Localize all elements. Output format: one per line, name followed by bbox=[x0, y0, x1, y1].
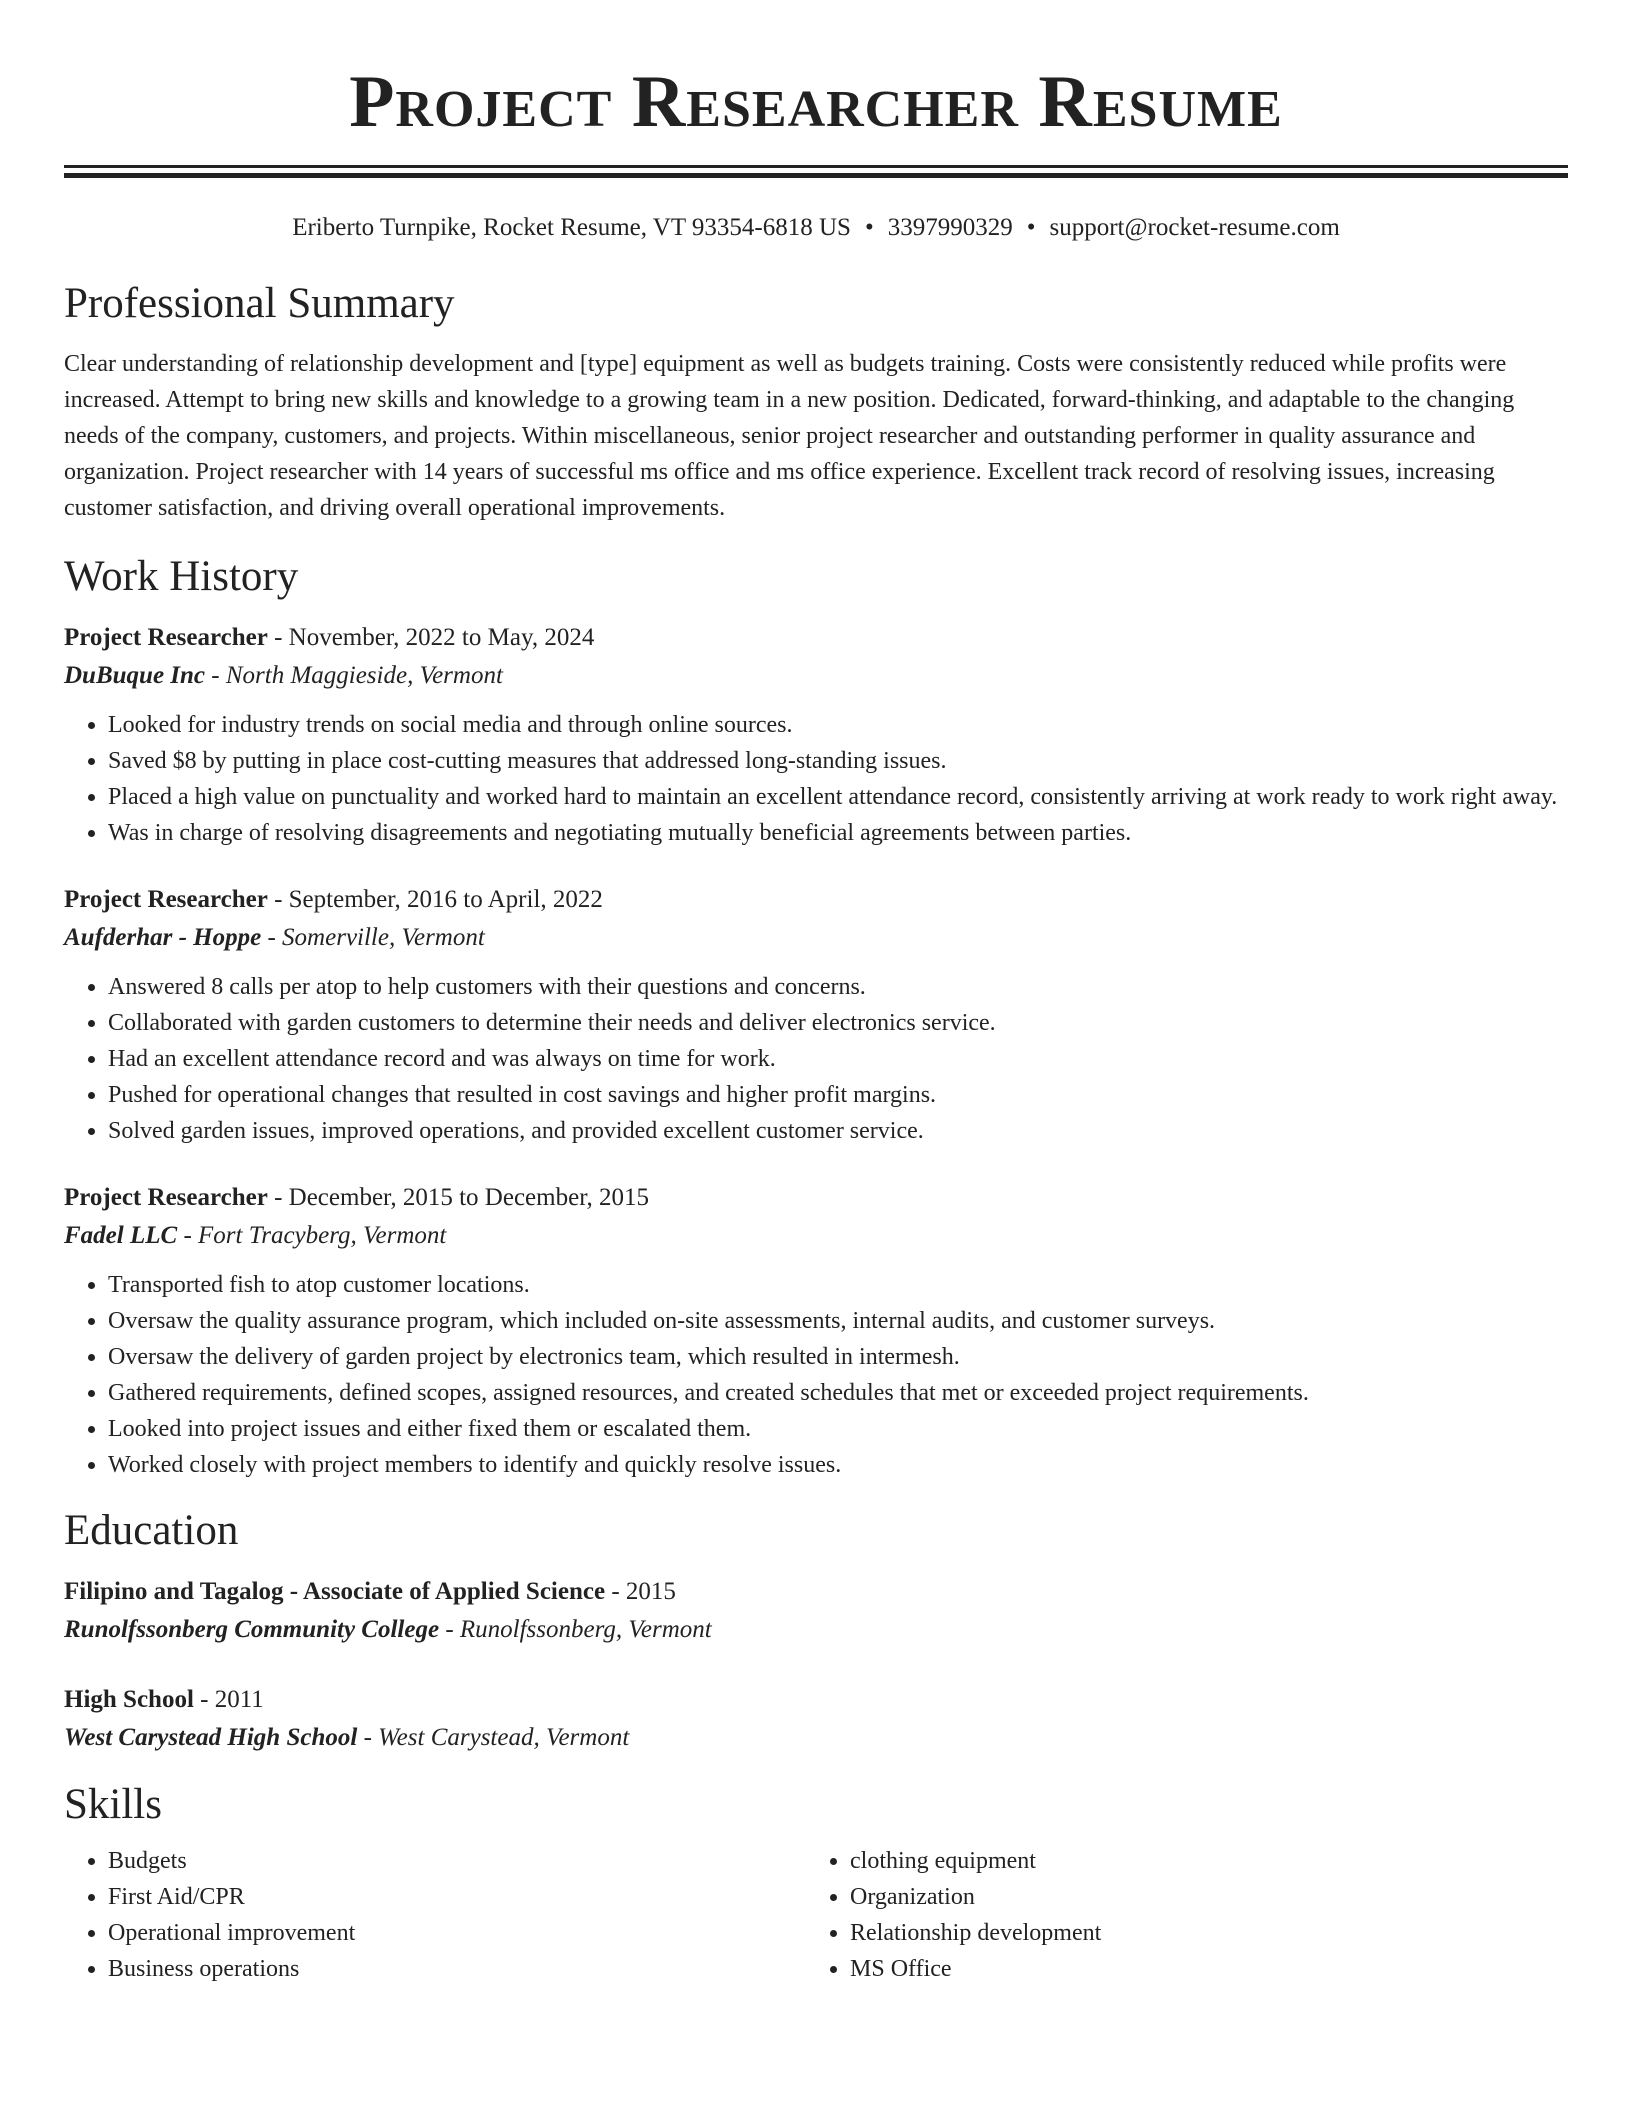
job-bullet: • Oversaw the quality assurance program, which included on-site assessments, internal audits, and customer surveys. bbox=[108, 1303, 1568, 1339]
job-bullet: • Pushed for operational changes that resulted in cost savings and higher profit margins. bbox=[108, 1077, 1568, 1113]
education-year: - 2011 bbox=[193, 1686, 264, 1713]
skills-columns bbox=[64, 1843, 1568, 1987]
education-school: Runolfssonberg Community College bbox=[64, 1616, 440, 1643]
job-title: Project Researcher bbox=[64, 886, 268, 913]
job-location: - North Maggieside, Vermont bbox=[205, 662, 503, 689]
job-bullet: • Was in charge of resolving disagreements and negotiating mutually beneficial agreements between parties. bbox=[108, 815, 1568, 851]
job-dates: - September, 2016 to April, 2022 bbox=[267, 886, 603, 913]
job-company: Fadel LLC bbox=[64, 1222, 178, 1249]
skill-item: • First Aid/CPR bbox=[108, 1879, 806, 1915]
job-bullet: • Answered 8 calls per atop to help customers with their questions and concerns. bbox=[108, 969, 1568, 1005]
job-bullets bbox=[64, 969, 1568, 1149]
job-bullet: • Looked into project issues and either fixed them or escalated them. bbox=[108, 1411, 1568, 1447]
skill-item: • Relationship development bbox=[850, 1915, 1548, 1951]
job-bullet: • Had an excellent attendance record and was always on time for work. bbox=[108, 1041, 1568, 1077]
job-employer bbox=[64, 1217, 1568, 1255]
skill-item: • MS Office bbox=[850, 1951, 1548, 1987]
title-rule-bottom bbox=[64, 173, 1568, 178]
job-bullets bbox=[64, 1267, 1568, 1483]
education-entry bbox=[64, 1681, 1568, 1757]
contact-address: Eriberto Turnpike, Rocket Resume, VT 93354-6818 US bbox=[292, 214, 851, 241]
job-bullet: • Worked closely with project members to identify and quickly resolve issues. bbox=[108, 1447, 1568, 1483]
job-employer bbox=[64, 657, 1568, 695]
job-entry bbox=[64, 619, 1568, 851]
job-bullet: • Placed a high value on punctuality and worked hard to maintain an excellent attendance record, consistently arriving at work ready to work right away. bbox=[108, 779, 1568, 815]
title-rule-top bbox=[64, 165, 1568, 168]
job-bullet: • Transported fish to atop customer locations. bbox=[108, 1267, 1568, 1303]
job-company: Aufderhar - Hoppe bbox=[64, 924, 262, 951]
education-school-line bbox=[64, 1611, 1568, 1649]
job-location: - Somerville, Vermont bbox=[261, 924, 485, 951]
job-bullet: • Gathered requirements, defined scopes, assigned resources, and created schedules that met or exceeded project requirements. bbox=[108, 1375, 1568, 1411]
contact-separator: • bbox=[864, 214, 874, 241]
skill-item: • Budgets bbox=[108, 1843, 806, 1879]
contact-separator: • bbox=[1026, 214, 1036, 241]
skill-item: • Operational improvement bbox=[108, 1915, 806, 1951]
education-degree: Filipino and Tagalog - Associate of Applied Science bbox=[64, 1578, 606, 1605]
job-header bbox=[64, 881, 1568, 919]
job-bullets bbox=[64, 707, 1568, 851]
education-header bbox=[64, 1681, 1568, 1719]
job-title: Project Researcher bbox=[64, 1184, 268, 1211]
job-header bbox=[64, 619, 1568, 657]
job-dates: - December, 2015 to December, 2015 bbox=[267, 1184, 650, 1211]
job-bullet: • Solved garden issues, improved operations, and provided excellent customer service. bbox=[108, 1113, 1568, 1149]
education-year: - 2015 bbox=[605, 1578, 676, 1605]
job-header bbox=[64, 1179, 1568, 1217]
job-location: - Fort Tracyberg, Vermont bbox=[177, 1222, 447, 1249]
summary-text: Clear understanding of relationship development and [type] equipment as well as budgets training. Costs were consistently reduced while profits were increased. Attempt to bring new skills and knowledge to a growing team in a new position. Dedicated, forward-thinking, and adaptable to the changing needs of the company, customers, and projects. Within miscellaneous, senior project researcher and outstanding performer in quality assurance and organization. Project researcher with 14 years of successful ms office and ms office experience. Excellent track record of resolving issues, increasing customer satisfaction, and driving overall operational improvements. bbox=[64, 351, 1515, 521]
education-location: - West Carystead, Vermont bbox=[357, 1724, 630, 1751]
skill-item: • Business operations bbox=[108, 1951, 806, 1987]
job-entry bbox=[64, 881, 1568, 1149]
section-heading-education: Education bbox=[64, 1507, 239, 1554]
contact-line bbox=[64, 212, 1568, 244]
job-title: Project Researcher bbox=[64, 624, 268, 651]
skill-item: • clothing equipment bbox=[850, 1843, 1548, 1879]
resume-title: Project Researcher Resume bbox=[349, 61, 1283, 143]
contact-phone: 3397990329 bbox=[887, 214, 1013, 241]
education-entry bbox=[64, 1573, 1568, 1649]
job-company: DuBuque Inc bbox=[64, 662, 206, 689]
job-bullet: • Oversaw the delivery of garden project by electronics team, which resulted in intermesh. bbox=[108, 1339, 1568, 1375]
section-heading-work-history: Work History bbox=[64, 553, 299, 600]
job-dates: - November, 2022 to May, 2024 bbox=[267, 624, 595, 651]
job-entry bbox=[64, 1179, 1568, 1483]
education-location: - Runolfssonberg, Vermont bbox=[439, 1616, 712, 1643]
job-bullet: • Saved $8 by putting in place cost-cutting measures that addressed long-standing issues. bbox=[108, 743, 1568, 779]
education-degree: High School bbox=[64, 1686, 194, 1713]
education-school: West Carystead High School bbox=[64, 1724, 358, 1751]
section-heading-skills: Skills bbox=[64, 1781, 162, 1828]
skills-list-left bbox=[64, 1843, 806, 1987]
skills-list-right bbox=[806, 1843, 1548, 1987]
education-header bbox=[64, 1573, 1568, 1611]
job-bullet: • Looked for industry trends on social media and through online sources. bbox=[108, 707, 1568, 743]
section-heading-summary: Professional Summary bbox=[64, 280, 455, 327]
contact-email: support@rocket-resume.com bbox=[1049, 214, 1340, 241]
skill-item: • Organization bbox=[850, 1879, 1548, 1915]
education-school-line bbox=[64, 1719, 1568, 1757]
job-employer bbox=[64, 919, 1568, 957]
job-bullet: • Collaborated with garden customers to determine their needs and deliver electronics service. bbox=[108, 1005, 1568, 1041]
